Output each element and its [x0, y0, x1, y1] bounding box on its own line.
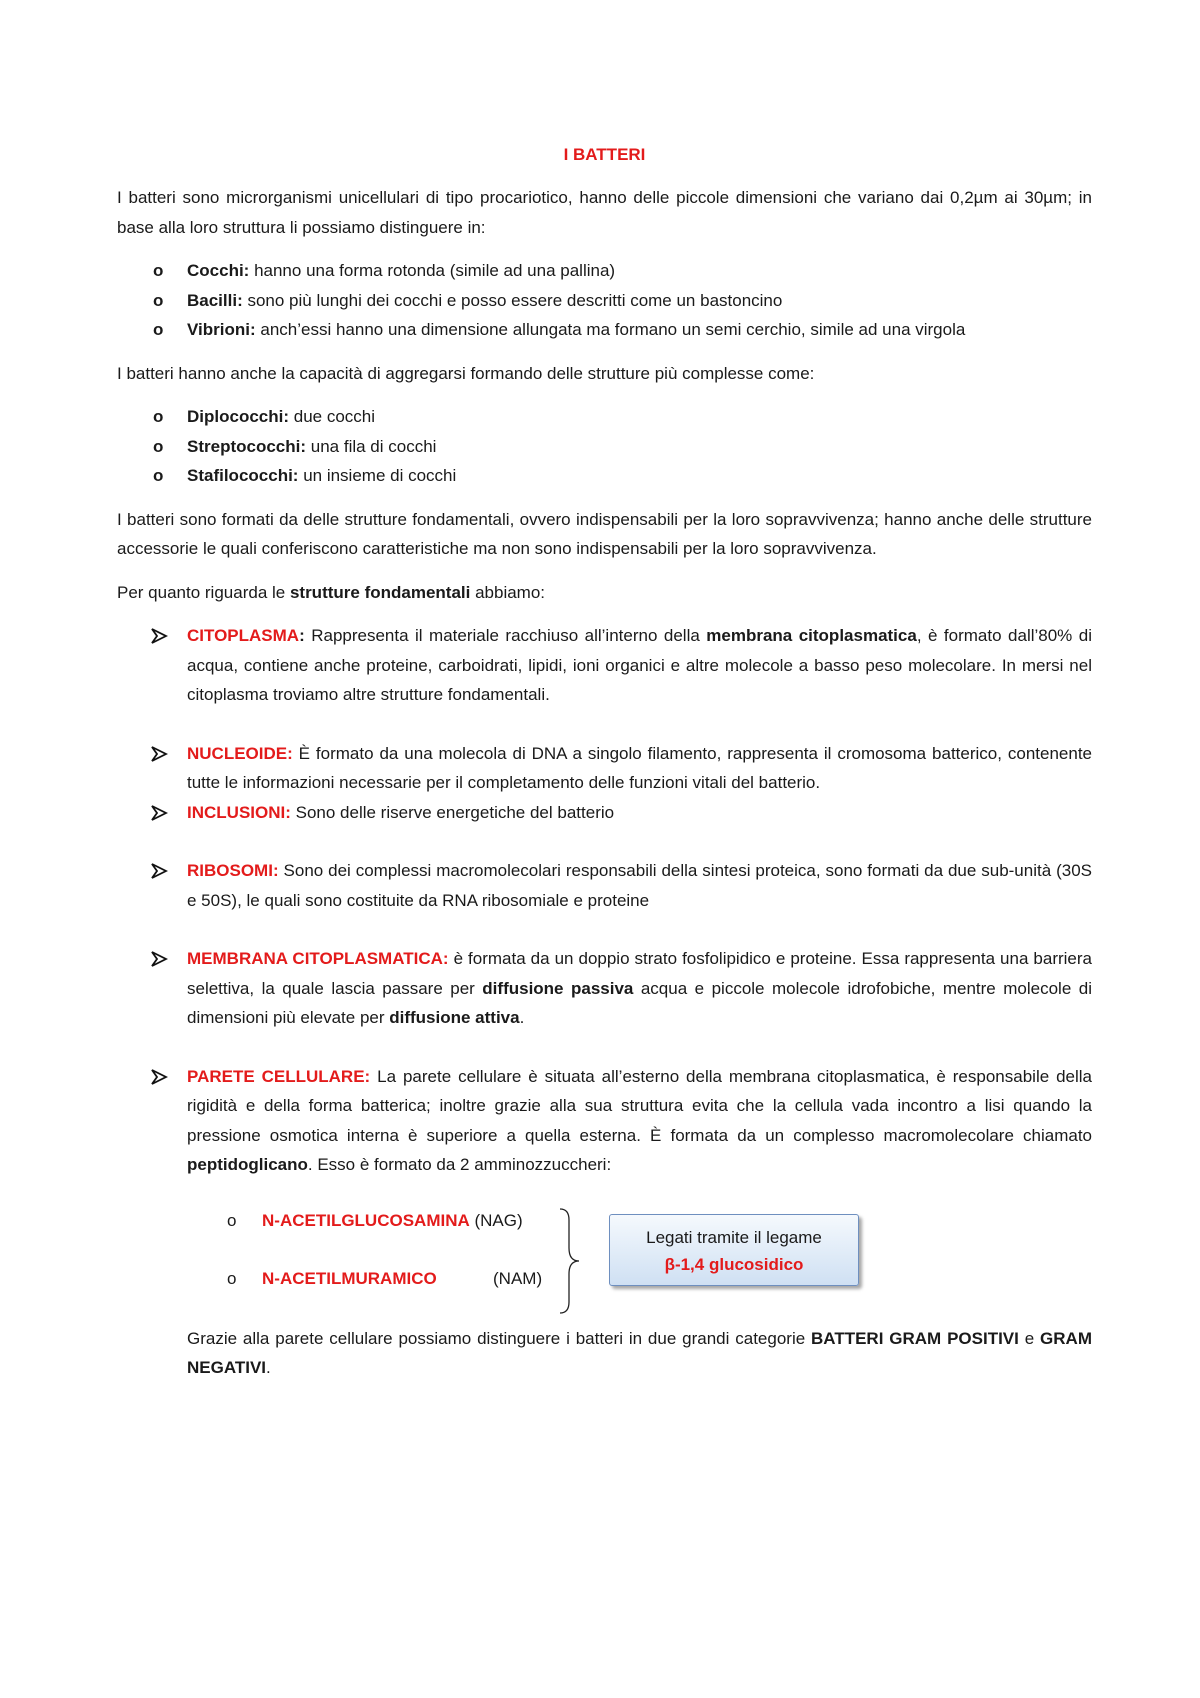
- list-item: o Bacilli: sono più lunghi dei cocchi e posso essere descritti come un bastoncino: [117, 286, 1092, 316]
- callout-line-2: β-1,4 glucosidico: [664, 1254, 804, 1274]
- arrow-bullet-icon: [150, 627, 168, 645]
- arrow-bullet-icon: [150, 804, 168, 822]
- list-item: o Vibrioni: anch’essi hanno una dimensione allungata ma formano un semi cerchio, simile ad una virgola: [117, 315, 1092, 345]
- amino-sugar-section: [117, 1206, 1092, 1324]
- list-item: o N-ACETILGLUCOSAMINA (NAG): [117, 1206, 577, 1235]
- structure-item-membrana: MEMBRANA CITOPLASMATICA: è formata da un doppio strato fosfolipidico e proteine. Essa rappresenta una barriera selettiva, la quale lascia passare per diffusione passiva acqua e piccole molecole idrofobiche, mentre molecole di dimensioni più elevate per diffusione attiva.: [117, 944, 1092, 1033]
- structure-item-ribosomi: RIBOSOMI: Sono dei complessi macromolecolari responsabili della sintesi proteica, sono formati da due sub-unità (30S e 50S), le quali sono costituite da RNA ribosomiale e proteine: [117, 856, 1092, 915]
- list-item: o Diplococchi: due cocchi: [117, 402, 1092, 432]
- bullet-icon: o: [153, 261, 164, 280]
- bullet-icon: o: [153, 466, 164, 485]
- bullet-icon: o: [153, 407, 164, 426]
- structure-item-nucleoide: NUCLEOIDE: È formato da una molecola di DNA a singolo filamento, rappresenta il cromosoma batterico, contenente tutte le informazioni necessarie per il completamento delle funzioni vitali del batterio.: [117, 739, 1092, 798]
- bullet-icon: o: [153, 320, 164, 339]
- structure-item-citoplasma: CITOPLASMA: Rappresenta il materiale racchiuso all’interno della membrana citoplasmatica, è formato dall’80% di acqua, contiene anche proteine, carboidrati, lipidi, ioni organici e altre molecole a basso peso molecolare. In mersi nel citoplasma troviamo altre strutture fondamentali.: [117, 621, 1092, 710]
- arrow-bullet-icon: [150, 1068, 168, 1086]
- document-page: [117, 140, 1092, 1397]
- right-brace-icon: [557, 1206, 583, 1316]
- fundamental-intro: Per quanto riguarda le strutture fondamentali abbiamo:: [117, 582, 546, 602]
- bullet-icon: o: [153, 290, 164, 310]
- list-item: o Stafilococchi: un insieme di cocchi: [117, 461, 1092, 491]
- callout-line-1: Legati tramite il legame: [646, 1227, 822, 1247]
- structure-item-parete: PARETE CELLULARE: La parete cellulare è situata all’esterno della membrana citoplasmatica, è responsabile della rigidità e della forma batterica; inoltre grazie alla sua struttura evita che la cellula vada incontro a lisi quando la pressione osmotica interna è superiore a quella esterna. È formata da un complesso macromolecolare chiamato peptidoglicano. Esso è formato da 2 amminozzuccheri:: [117, 1062, 1092, 1180]
- structure-list: [117, 621, 1092, 1180]
- bullet-icon: o: [153, 436, 164, 456]
- page-title: I BATTERI: [563, 145, 646, 164]
- callout-box: [609, 1214, 859, 1286]
- arrow-bullet-icon: [150, 950, 168, 968]
- structure-item-inclusioni: INCLUSIONI: Sono delle riserve energetiche del batterio: [117, 798, 1092, 828]
- aggregation-intro: I batteri hanno anche la capacità di aggregarsi formando delle strutture più complesse come:: [117, 363, 815, 383]
- list-item: o Cocchi: hanno una forma rotonda (simile ad una pallina): [117, 256, 1092, 286]
- arrow-bullet-icon: [150, 745, 168, 763]
- bullet-icon: o: [227, 1268, 237, 1288]
- list-item: o Streptococchi: una fila di cocchi: [117, 432, 1092, 462]
- amino-sugar-list: [117, 1206, 577, 1293]
- bullet-icon: o: [227, 1210, 237, 1230]
- arrow-bullet-icon: [150, 862, 168, 880]
- aggregation-list: [117, 402, 1092, 491]
- structures-paragraph: I batteri sono formati da delle strutture fondamentali, ovvero indispensabili per la loro sopravvivenza; hanno anche delle strutture accessorie le quali conferiscono caratteristiche ma non sono indispensabili per la loro sopravvivenza.: [117, 509, 1092, 558]
- list-item: o N-ACETILMURAMICO (NAM): [117, 1264, 577, 1293]
- shape-list: [117, 256, 1092, 345]
- intro-paragraph: I batteri sono microrganismi unicellulari di tipo procariotico, hanno delle piccole dimensioni che variano dai 0,2µm ai 30µm; in base alla loro struttura li possiamo distinguere in:: [117, 188, 1092, 237]
- conclusion-paragraph: Grazie alla parete cellulare possiamo distinguere i batteri in due grandi categorie BATTERI GRAM POSITIVI e GRAM NEGATIVI.: [187, 1328, 1092, 1377]
